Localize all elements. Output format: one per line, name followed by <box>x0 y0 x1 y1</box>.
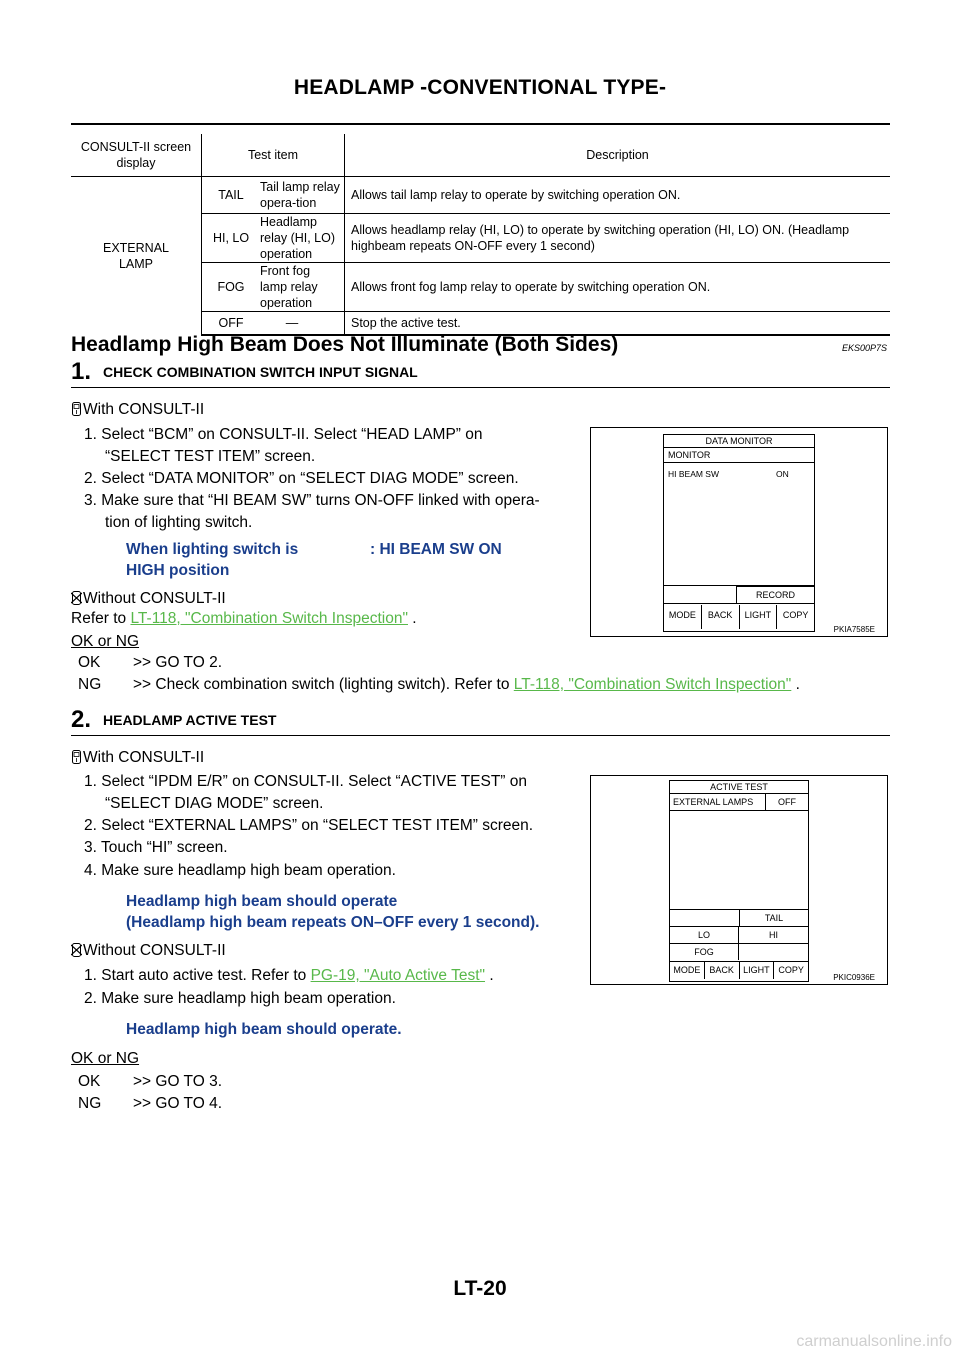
table-desc: Allows tail lamp relay to operate by switching operation ON. <box>345 177 891 214</box>
step2-ok-or-ng: OK or NG <box>71 1050 140 1067</box>
step1-item: 2. Select “DATA MONITOR” on “SELECT DIAG MODE” screen. <box>84 470 519 487</box>
fog-button[interactable]: FOG <box>670 944 739 960</box>
step2-ok-text: >> GO TO 3. <box>133 1073 223 1090</box>
table-group-label: EXTERNAL LAMP <box>71 177 202 336</box>
table-test: Headlamp relay (HI, LO) operation <box>260 215 336 261</box>
step2-w-item: 1. Start auto active test. Refer to PG-19, "Auto Active Test" . <box>84 967 494 984</box>
light-button[interactable]: LIGHT <box>740 605 778 629</box>
lo-button[interactable]: LO <box>670 927 739 943</box>
screen-row-label: HI BEAM SW <box>668 469 720 479</box>
step2-item: “SELECT DIAG MODE” screen. <box>105 795 324 812</box>
section-code: EKS00P7S <box>842 343 888 353</box>
step1-ok-or-ng: OK or NG <box>71 633 140 650</box>
mode-button[interactable]: MODE <box>670 962 705 979</box>
external-lamps-status: OFF <box>778 797 796 807</box>
back-button[interactable]: BACK <box>705 962 740 979</box>
tail-button[interactable]: TAIL <box>739 910 808 926</box>
step2-ng-text: >> GO TO 4. <box>133 1095 223 1112</box>
step2-pg-link[interactable]: PG-19, "Auto Active Test" <box>310 967 486 984</box>
page-number: LT-20 <box>453 1277 507 1300</box>
step2-item: 2. Select “EXTERNAL LAMPS” on “SELECT TEST ITEM” screen. <box>84 817 534 834</box>
step1-ok-label: OK <box>78 654 101 671</box>
step1-number: 1. <box>71 358 92 385</box>
record-button[interactable]: RECORD <box>736 586 814 604</box>
back-button[interactable]: BACK <box>702 605 740 629</box>
step1-rule <box>71 387 890 388</box>
step1-ok-text: >> GO TO 2. <box>133 654 223 671</box>
figure-code: PKIC0936E <box>833 973 875 982</box>
step2-note: Headlamp high beam should operate (Headlamp high beam repeats ON–OFF every 1 second). <box>126 893 540 931</box>
mode-button[interactable]: MODE <box>664 605 702 629</box>
step2-w-item: 2. Make sure headlamp high beam operation. <box>84 990 396 1007</box>
table-desc: Stop the active test. <box>345 312 891 336</box>
step1-ng-link[interactable]: LT-118, "Combination Switch Inspection" <box>513 676 792 693</box>
step1-refer: Refer to LT-118, "Combination Switch Inspection" . <box>71 610 417 627</box>
step1-condition-right: : HI BEAM SW ON <box>370 541 502 558</box>
section-title: Headlamp High Beam Does Not Illuminate (Both Sides) <box>71 333 619 356</box>
table-test: Front fog lamp relay operation <box>260 264 318 310</box>
step1-item: “SELECT TEST ITEM” screen. <box>105 448 316 465</box>
light-button[interactable]: LIGHT <box>740 962 775 979</box>
step2-without-consult: Without CONSULT-II <box>71 940 226 962</box>
data-monitor-screen-figure <box>590 427 888 637</box>
consult-tool-icon <box>71 402 82 416</box>
screen-title: DATA MONITOR <box>664 435 814 448</box>
screen-button-bar <box>670 962 808 979</box>
header-rule <box>71 123 890 125</box>
table-item: FOG <box>217 280 245 294</box>
step1-condition-left: When lighting switch is HIGH position <box>126 541 299 579</box>
step2-rule <box>71 735 890 736</box>
table-test: — <box>285 316 299 330</box>
step2-number: 2. <box>71 706 92 733</box>
screen-row-value: ON <box>776 469 789 479</box>
step1-refer-link[interactable]: LT-118, "Combination Switch Inspection" <box>130 610 408 627</box>
active-test-table <box>71 134 890 336</box>
table-header-row <box>71 134 890 177</box>
screen-subtitle: MONITOR <box>664 448 814 463</box>
step1-title: CHECK COMBINATION SWITCH INPUT SIGNAL <box>103 364 418 380</box>
step2-ok-label: OK <box>78 1073 101 1090</box>
table-row <box>71 177 890 214</box>
figure-code: PKIA7585E <box>833 625 875 634</box>
step2-title: HEADLAMP ACTIVE TEST <box>103 712 277 728</box>
step2-item: 1. Select “IPDM E/R” on CONSULT-II. Select “ACTIVE TEST” on <box>84 773 528 790</box>
active-test-screen-figure <box>590 775 888 985</box>
step2-with-consult: With CONSULT-II <box>71 747 204 769</box>
table-item: HI, LO <box>212 231 250 245</box>
screen-button-bar <box>664 605 814 629</box>
table-test: Tail lamp relay opera-tion <box>260 180 340 210</box>
no-consult-icon <box>71 943 82 957</box>
watermark: carmanualsonline.info <box>796 1333 952 1350</box>
step2-note-2: Headlamp high beam should operate. <box>126 1021 402 1038</box>
step1-ng-label: NG <box>78 676 102 693</box>
hi-button[interactable]: HI <box>769 930 778 940</box>
step2-item: 4. Make sure headlamp high beam operation. <box>84 862 396 879</box>
no-consult-icon <box>71 591 82 605</box>
copy-button[interactable]: COPY <box>778 965 804 975</box>
table-desc: Allows headlamp relay (HI, LO) to operate by switching operation (HI, LO) ON. (Headlamp highbeam repeats ON-OFF every 1 second) <box>345 214 891 263</box>
data-monitor-screen <box>663 434 815 632</box>
table-item: OFF <box>218 316 244 330</box>
consult-tool-icon <box>71 750 82 764</box>
table-desc: Allows front fog lamp relay to operate by switching operation ON. <box>345 263 891 312</box>
step1-item: 1. Select “BCM” on CONSULT-II. Select “HEAD LAMP” on <box>84 426 483 443</box>
step1-ng-text: >> Check combination switch (lighting switch). Refer to LT-118, "Combination Switch Inspection" . <box>133 676 800 693</box>
active-test-screen <box>669 780 809 982</box>
step2-item: 3. Touch “HI” screen. <box>84 839 228 856</box>
step1-item: tion of lighting switch. <box>105 514 253 531</box>
copy-button[interactable]: COPY <box>782 610 809 620</box>
step2-ng-label: NG <box>78 1095 102 1112</box>
table-header-description: Description <box>586 148 649 162</box>
external-lamps-item[interactable]: EXTERNAL LAMPS <box>670 794 766 810</box>
page-header-title: HEADLAMP -CONVENTIONAL TYPE- <box>293 76 667 99</box>
step1-without-consult: Without CONSULT-II <box>71 588 226 610</box>
step1-item: 3. Make sure that “HI BEAM SW” turns ON-OFF linked with opera- <box>84 492 540 509</box>
table-item: TAIL <box>218 188 244 202</box>
table-header-test-item: Test item <box>202 134 345 177</box>
step1-with-consult: With CONSULT-II <box>71 399 204 421</box>
table-header-display: CONSULT-II screen display <box>71 134 202 177</box>
screen-title: ACTIVE TEST <box>670 781 808 794</box>
